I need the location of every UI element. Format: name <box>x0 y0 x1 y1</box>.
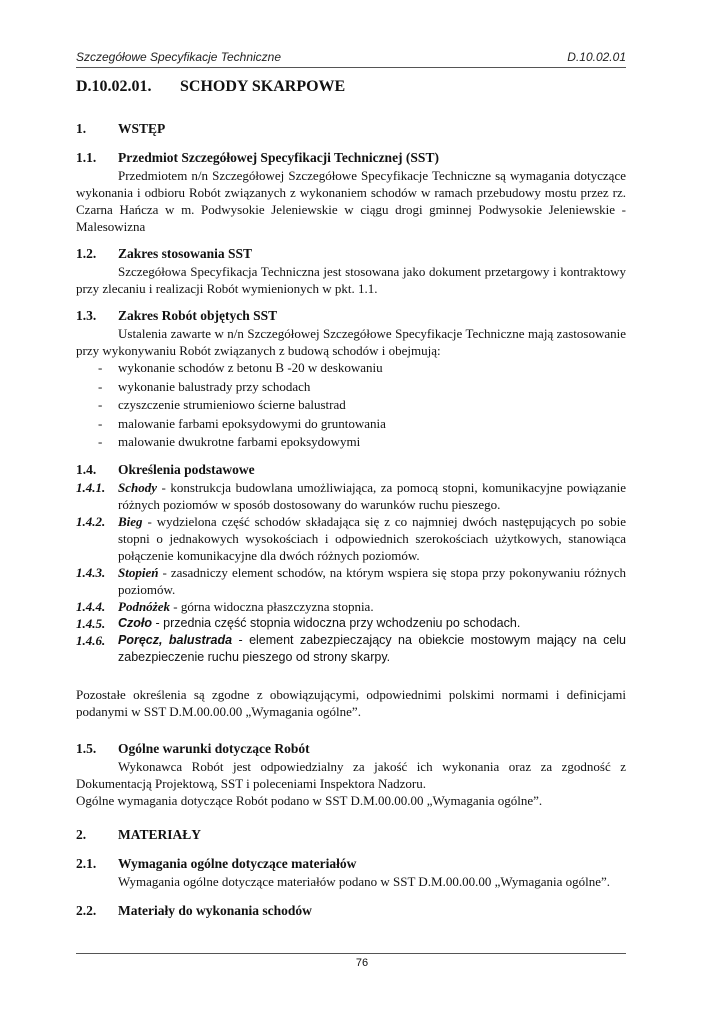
section-1-5-body: Wykonawca Robót jest odpowiedzialny za jakość ich wykonania oraz za zgodność z Dokumentacją Projektową, SST i poleceniami Inspektora Nadzoru. <box>76 758 626 791</box>
section-title: Ogólne warunki dotyczące Robót <box>118 740 310 756</box>
section-number: 2.1. <box>76 855 97 871</box>
section-title: WSTĘP <box>118 121 166 136</box>
section-1-4-heading <box>76 461 626 479</box>
section-title: Zakres stosowania SST <box>118 246 253 261</box>
section-number: 1.5. <box>76 740 97 756</box>
section-number: 2. <box>76 826 87 842</box>
section-1-1-body: Przedmiotem n/n Szczegółowej Szczegółowe Specyfikacje Techniczne są wymagania dotyczące wykonania i odbioru Robót związanych z wykonaniem schodów w ramach przebudowy mostu przez rz. Czarna Hańcza w m. Podwysokie Jeleniewskie w ciągu drogi gminnej Podwysokie Jeleniewskie - Malesowizna <box>76 168 626 234</box>
definition-item: 1.4.5. Czoło - przednia część stopnia widoczna przy wchodzeniu po schodach. <box>76 615 521 631</box>
section-title: Wymagania ogólne dotyczące materiałów <box>118 855 357 871</box>
list-item: - wykonanie schodów z betonu B -20 w deskowaniu <box>98 360 383 375</box>
definition-item: 1.4.2. Bieg - wydzielona część schodów składająca się z co najmniej dwóch następujących po sobie stopni o jednakowych wysokościach i odpowiednich szerokościach użytkowych, stanowiąca połączenie komunikacyjne dla dwóch różnych poziomów. <box>76 513 626 563</box>
section-1-3-heading <box>76 307 626 325</box>
scope-list <box>76 359 626 452</box>
section-2-1-body: Wymagania ogólne dotyczące materiałów podano w SST D.M.00.00.00 „Wymagania ogólne”. <box>118 873 611 889</box>
definition-item: 1.4.3. Stopień - zasadniczy element schodów, na którym wspiera się stopa przy pokonywaniu różnych poziomów. <box>76 564 626 597</box>
section-title: Zakres Robót objętych SST <box>118 308 278 323</box>
section-title: Określenia podstawowe <box>118 461 255 477</box>
definition-item: 1.4.1. Schody - konstrukcja budowlana umożliwiająca, za pomocą stopni, komunikacyjne powiązanie różnych poziomów w sposób dostosowany do warunków ruchu pieszego. <box>76 479 626 512</box>
section-2-1-heading <box>76 855 626 873</box>
section-title: MATERIAŁY <box>118 826 202 842</box>
list-item: - czyszczenie strumieniowo ścierne balustrad <box>98 397 346 412</box>
document-title-text: SCHODY SKARPOWE <box>180 78 346 95</box>
section-number: 1.2. <box>76 246 97 261</box>
section-1-3-body: Ustalenia zawarte w n/n Szczegółowej Szczegółowe Specyfikacje Techniczne mają zastosowanie przy wykonywaniu Robót związanych z budową schodów i obejmują: <box>76 326 626 358</box>
section-number: 1.3. <box>76 308 97 323</box>
list-item: - malowanie dwukrotne farbami epoksydowymi <box>98 434 361 449</box>
section-1-5-body-2: Ogólne wymagania dotyczące Robót podano w SST D.M.00.00.00 „Wymagania ogólne”. <box>76 792 543 808</box>
section-1-heading <box>76 120 626 138</box>
section-title: Materiały do wykonania schodów <box>118 902 312 918</box>
section-1-2-body: Szczegółowa Specyfikacja Techniczna jest stosowana jako dokument przetargowy i kontraktowy przy zlecaniu i realizacji Robót wymienionych w pkt. 1.1. <box>76 264 626 296</box>
section-number: 2.2. <box>76 902 97 918</box>
section-2-heading <box>76 826 626 844</box>
document-code: D.10.02.01. <box>76 78 152 95</box>
list-item: - malowanie farbami epoksydowymi do gruntowania <box>98 415 386 431</box>
document-body <box>76 76 626 920</box>
document-title <box>76 76 626 102</box>
list-item: - wykonanie balustrady przy schodach <box>98 378 311 394</box>
section-1-5-heading <box>76 740 626 758</box>
footer-divider <box>76 953 626 954</box>
page-header <box>76 50 626 68</box>
section-number: 1. <box>76 121 87 136</box>
header-doc-code: D.10.02.01 <box>567 50 626 64</box>
section-2-2-heading <box>76 902 626 920</box>
section-title: Przedmiot Szczegółowej Specyfikacji Technicznej (SST) <box>118 150 439 165</box>
section-1-1-heading <box>76 149 626 167</box>
section-number: 1.4. <box>76 461 97 477</box>
definition-item: 1.4.4. Podnóżek - górna widoczna płaszczyzna stopnia. <box>76 598 374 614</box>
section-1-2-heading <box>76 245 626 263</box>
header-doc-name: Szczegółowe Specyfikacje Techniczne <box>76 50 282 64</box>
section-number: 1.1. <box>76 150 97 165</box>
definition-item: 1.4.6. Poręcz, balustrada - element zabezpieczający na obiekcie mostowym mający na celu zabezpieczenie ruchu pieszego od strony skarpy. <box>76 632 627 664</box>
definitions-note: Pozostałe określenia są zgodne z obowiązującymi, odpowiednimi polskimi normami i definicjami podanymi w SST D.M.00.00.00 „Wymagania ogólne”. <box>76 686 626 719</box>
page-number: 76 <box>355 957 369 969</box>
